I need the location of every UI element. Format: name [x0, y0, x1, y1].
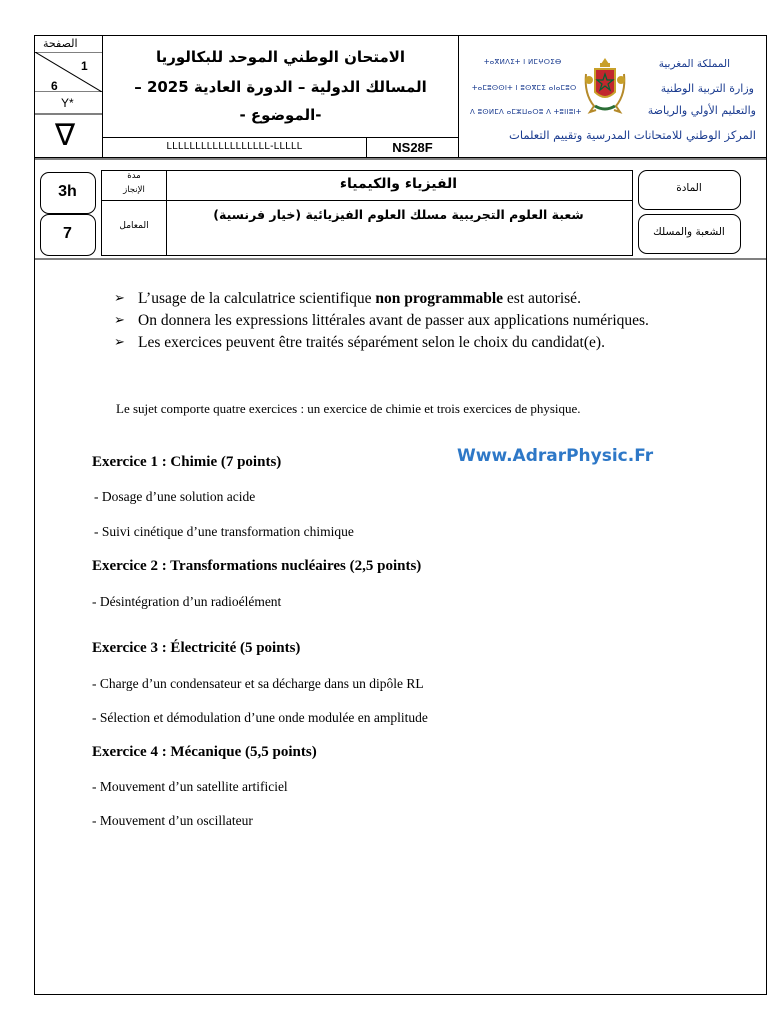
exam-line-1: الامتحان الوطني الموحد للبكالوريا: [155, 48, 406, 66]
arrow-bullet-icon: ➢: [114, 335, 125, 350]
exercise-item: - Sélection et démodulation d’une onde modulée en amplitude: [92, 710, 428, 725]
exercise-item: - Mouvement d’un satellite artificiel: [92, 779, 288, 794]
duration-value-box: [40, 172, 96, 214]
exam-code-box: [366, 137, 459, 158]
instructions-list: [114, 288, 674, 353]
subject-name: الفيزياء والكيمياء: [339, 176, 458, 192]
header-separator: [34, 158, 767, 160]
subject-separator: [34, 258, 767, 260]
subject-name-box: [166, 170, 633, 201]
track-label: الشعبة والمسلك: [653, 226, 725, 238]
exercise-item: - Dosage d’une solution acide: [94, 489, 256, 504]
arrow-bullet-icon: ➢: [114, 313, 125, 328]
coef-value: 7: [63, 225, 72, 242]
exercise-item: - Charge d’un condensateur et sa décharge dans un dipôle RL: [92, 676, 424, 691]
instruction-item: ➢ Les exercices peuvent être traités séparément selon le choix du candidat(e).: [114, 334, 605, 351]
exercise-2-title: Exercice 2 : Transformations nucléaires (2,5 points): [92, 558, 422, 574]
divider-line: [35, 113, 102, 115]
page-number: 1: [81, 59, 88, 73]
code-small: Y*: [61, 96, 74, 110]
ministry-box: [458, 35, 767, 158]
duration-label-1: مدة: [127, 171, 141, 181]
subject-label: المادة: [676, 182, 702, 194]
track-label-box: [638, 214, 741, 254]
exam-title-box: [102, 35, 459, 138]
watermark-link[interactable]: Www.AdrarPhysic.Fr: [457, 446, 654, 466]
duration-label-box: [101, 170, 167, 201]
exam-line-3: -الموضوع -: [239, 106, 322, 124]
coef-value-box: [40, 214, 96, 256]
track-name-box: [166, 200, 633, 256]
exam-line-2: المسالك الدولية – الدورة العادية 2025 –: [134, 78, 427, 96]
exercise-1-title: Exercice 1 : Chimie (7 points): [92, 454, 282, 470]
exercise-item: - Suivi cinétique d’une transformation chimique: [94, 524, 354, 539]
moroccan-emblem-icon: [580, 54, 630, 116]
exercise-item: - Mouvement d’un oscillateur: [92, 813, 253, 828]
intro-text: Le sujet comporte quatre exercices : un exercice de chimie et trois exercices de physique.: [116, 401, 581, 416]
exercise-4-title: Exercice 4 : Mécanique (5,5 points): [92, 744, 317, 760]
exercise-item: - Désintégration d’un radioélément: [92, 594, 282, 609]
kingdom-label: المملكة المغربية: [658, 58, 730, 70]
duration-label-2: الإنجاز: [123, 185, 145, 195]
page-diagonal: [35, 52, 102, 92]
instruction-item: ➢ L’usage de la calculatrice scientifique non programmable est autorisé.: [114, 290, 581, 307]
page-label: الصفحة: [43, 37, 78, 50]
page-total: 6: [51, 79, 58, 93]
coef-label: المعامل: [119, 221, 149, 231]
ministry-line-2: والتعليم الأولي والرياضة: [647, 104, 756, 117]
ministry-line-1: وزارة التربية الوطنية: [660, 82, 754, 95]
page-box: [34, 35, 103, 158]
subject-label-box: [638, 170, 741, 210]
instruction-item: ➢ On donnera les expressions littérales avant de passer aux applications numériques.: [114, 312, 649, 329]
barcode-text: LLLLLLLLLLLLLLLLLL-LLLLL: [166, 141, 303, 152]
arrow-bullet-icon: ➢: [114, 291, 125, 306]
exercise-3-title: Exercice 3 : Électricité (5 points): [92, 640, 301, 656]
tifinagh-line-1: ⵜⴰⴳⵍⴷⵉⵜ ⵏ ⵍⵎⵖⵔⵉⴱ: [484, 58, 562, 66]
exam-center: المركز الوطني للامتحانات المدرسية وتقييم التعلمات: [509, 128, 756, 142]
barcode-box: [102, 137, 367, 158]
tifinagh-line-2: ⵜⴰⵎⵓⵙⵙⵏⵜ ⵏ ⵓⵙⴳⵎⵉ ⴰⵏⴰⵎⵓⵔ: [472, 84, 577, 92]
coef-label-box: [101, 200, 167, 256]
exam-code: NS28F: [392, 140, 433, 155]
track-name: شعبة العلوم التجريبية مسلك العلوم الفيزيائية (خيار فرنسية): [213, 207, 584, 222]
tifinagh-line-3: ⴷ ⵓⵙⵍⵎⴷ ⴰⵎⵣⵡⴰⵔⵓ ⴷ ⵜⵓⵏⵏⵓⵏⵜ: [470, 108, 582, 116]
duration-value: 3h: [58, 183, 77, 200]
triangle-symbol: ∇: [55, 118, 76, 153]
